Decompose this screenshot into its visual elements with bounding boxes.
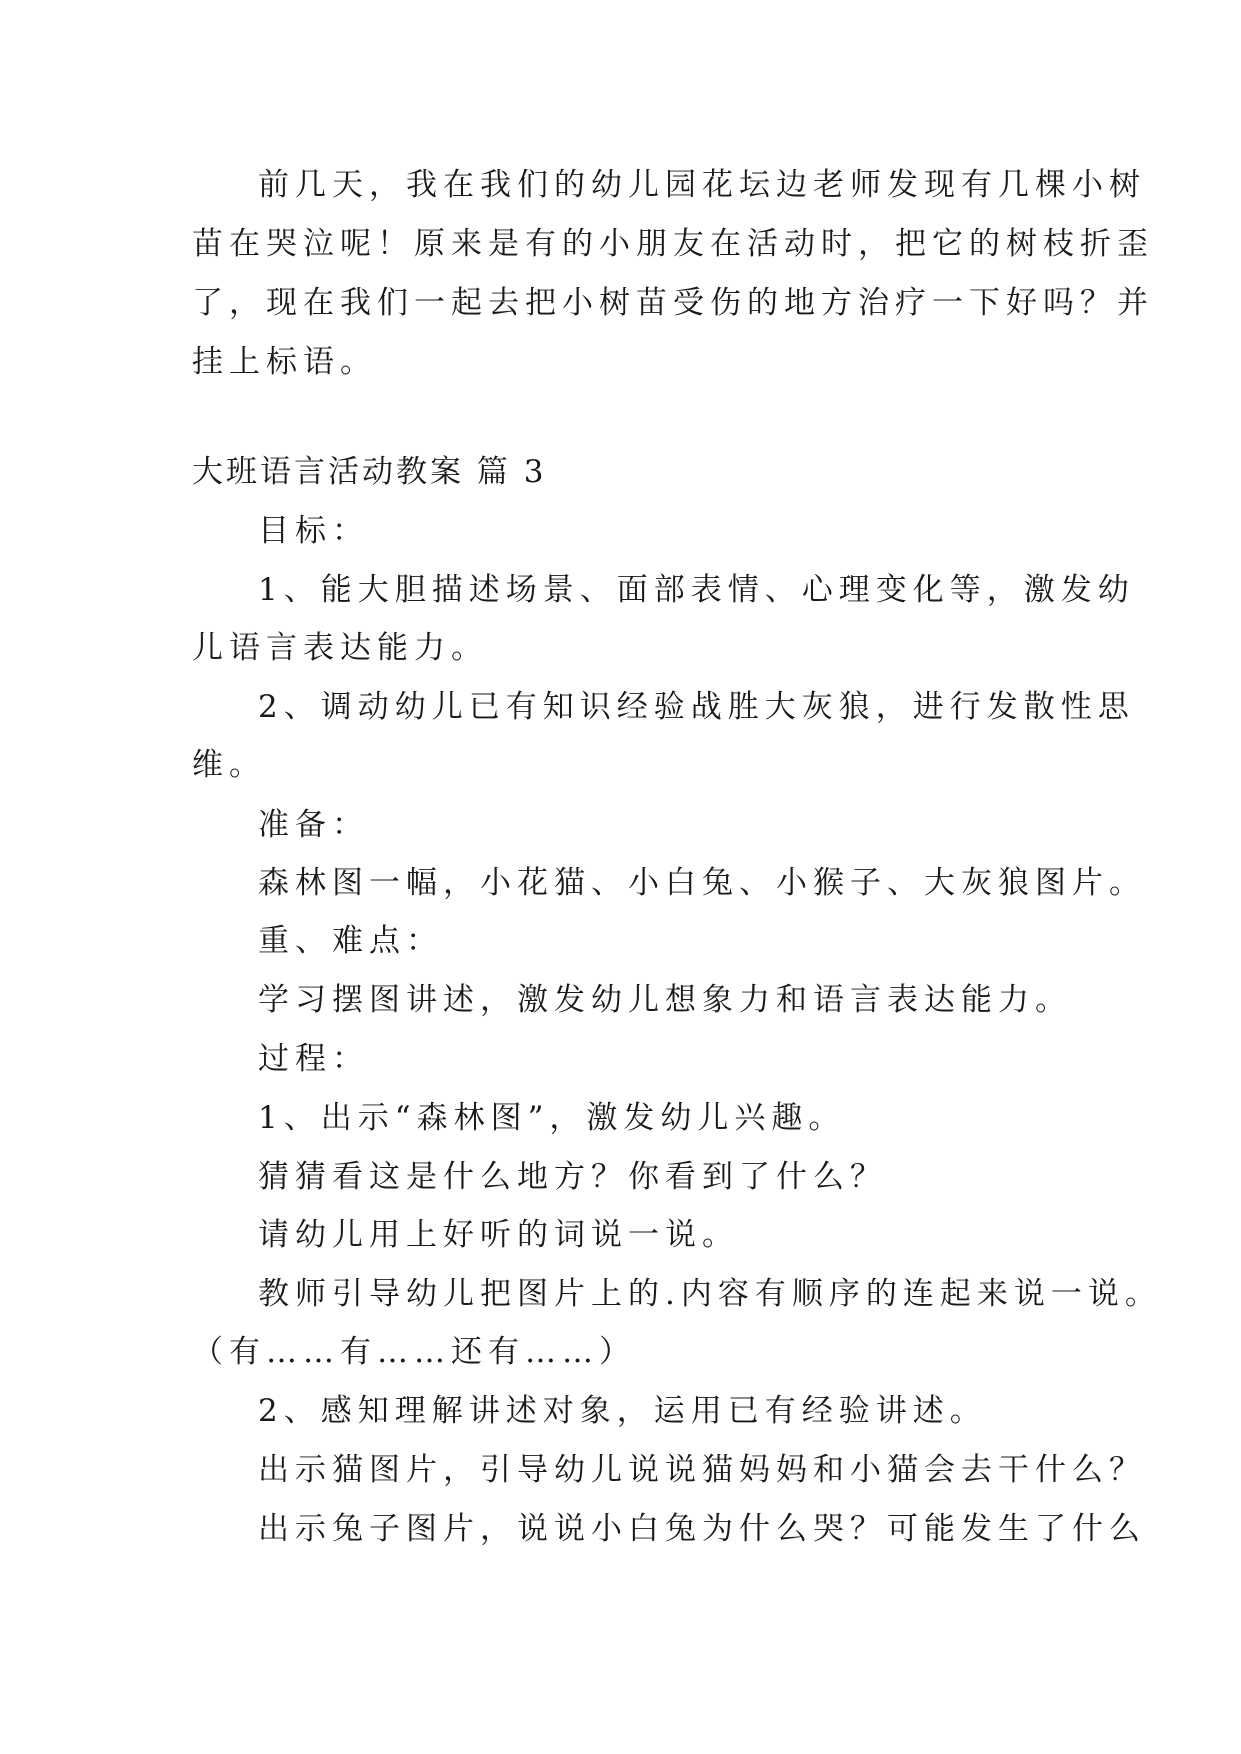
goal-1-line-2: 儿语言表达能力。 [192, 630, 488, 666]
process-step-2-line-1: 出示猫图片，引导幼儿说说猫妈妈和小猫会去干什么？ [258, 1452, 1146, 1488]
goal-2-line-1: 2、调动幼儿已有知识经验战胜大灰狼，进行发散性思 [258, 689, 1135, 725]
intro-line-1: 前几天，我在我们的幼儿园花坛边老师发现有几棵小树 [258, 167, 1146, 203]
process-label: 过程： [258, 1041, 369, 1077]
preparation-label: 准备： [258, 807, 369, 843]
process-question-3-cont: （有……有……还有……） [192, 1334, 636, 1370]
intro-line-4: 挂上标语。 [192, 344, 377, 380]
key-points-text: 学习摆图讲述，激发幼儿想象力和语言表达能力。 [258, 982, 1072, 1018]
process-question-3: 教师引导幼儿把图片上的.内容有顺序的连起来说一说。 [258, 1276, 1162, 1312]
process-question-2: 请幼儿用上好听的词说一说。 [258, 1217, 739, 1253]
goal-1-line-1: 1、能大胆描述场景、面部表情、心理变化等，激发幼 [258, 572, 1135, 608]
process-step-2: 2、感知理解讲述对象，运用已有经验讲述。 [258, 1393, 987, 1429]
process-step-2-line-2: 出示兔子图片，说说小白兔为什么哭？可能发生了什么 [258, 1511, 1146, 1547]
intro-line-2: 苗在哭泣呢！原来是有的小朋友在活动时，把它的树枝折歪 [192, 226, 1154, 262]
intro-line-3: 了，现在我们一起去把小树苗受伤的地方治疗一下好吗？并 [192, 285, 1154, 321]
preparation-text: 森林图一幅，小花猫、小白兔、小猴子、大灰狼图片。 [258, 865, 1146, 901]
section-title: 大班语言活动教案 篇 3 [192, 454, 547, 490]
process-step-1: 1、出示“森林图”，激发幼儿兴趣。 [258, 1100, 846, 1136]
key-points-label: 重、难点： [258, 923, 443, 959]
goal-2-line-2: 维。 [192, 747, 266, 783]
goals-label: 目标： [258, 513, 369, 549]
process-question-1: 猜猜看这是什么地方？你看到了什么？ [258, 1159, 887, 1195]
